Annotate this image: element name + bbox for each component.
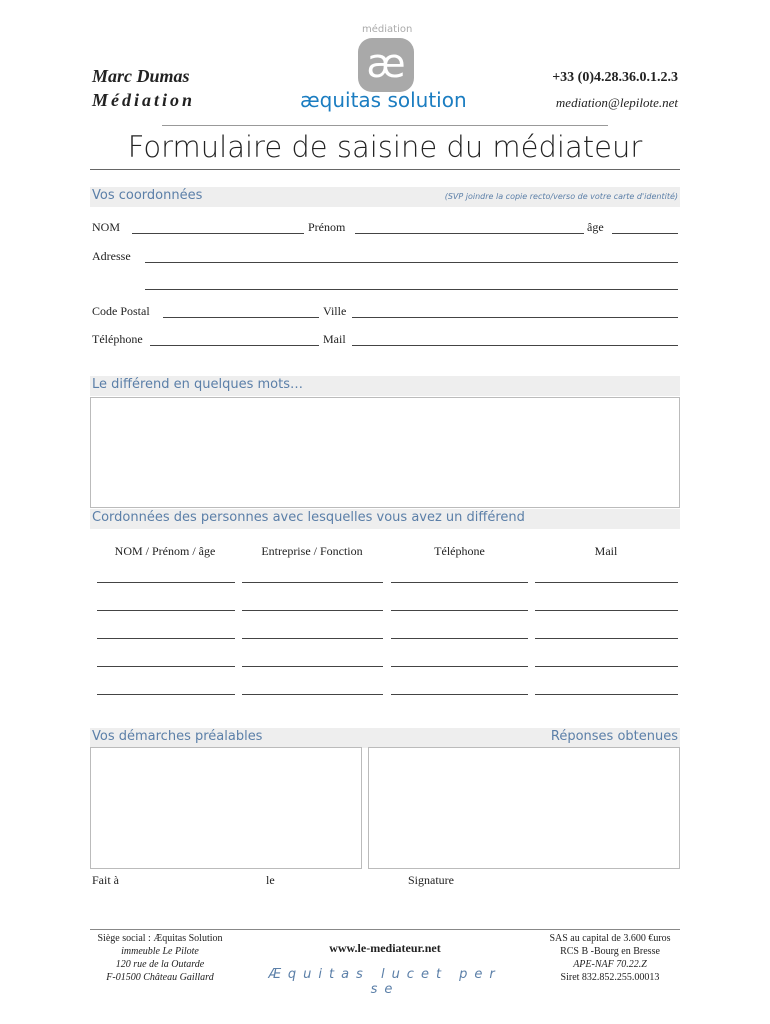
- personne-mail-field[interactable]: [535, 638, 678, 639]
- ville-field[interactable]: [352, 317, 678, 318]
- footer-address-line: immeuble Le Pilote: [121, 946, 199, 957]
- telephone-label: Téléphone: [92, 332, 143, 346]
- id-card-note: (SVP joindre la copie recto/verso de votre carte d'identité): [444, 192, 678, 201]
- footer-divider: [90, 929, 680, 930]
- code-postal-label: Code Postal: [92, 304, 150, 318]
- footer-address-line: Siège social : Æquitas Solution: [97, 933, 223, 944]
- section-label: Cordonnées des personnes avec lesquelles vous avez un différend: [92, 510, 525, 525]
- footer-legal-line: SAS au capital de 3.600 €uros: [549, 933, 671, 944]
- fait-a-label: Fait à: [92, 873, 119, 887]
- nom-label: NOM: [92, 220, 121, 234]
- logo: [298, 20, 478, 110]
- col-header-mail: Mail: [594, 544, 618, 558]
- footer-legal-line: RCS B -Bourg en Bresse: [560, 946, 660, 957]
- company-name: Marc Dumas: [92, 66, 190, 86]
- demarches-textbox[interactable]: [90, 747, 362, 869]
- personne-entreprise-field[interactable]: [242, 694, 383, 695]
- prenom-field[interactable]: [355, 233, 584, 234]
- adresse-label: Adresse: [92, 249, 131, 263]
- mail-label: Mail: [323, 332, 346, 346]
- nom-field[interactable]: [132, 233, 304, 234]
- prenom-label: Prénom: [308, 220, 346, 234]
- telephone-field[interactable]: [150, 345, 319, 346]
- motto: Æquitas lucet per se: [268, 967, 502, 997]
- mail-field[interactable]: [352, 345, 678, 346]
- adresse-field-2[interactable]: [145, 289, 678, 290]
- personne-mail-field[interactable]: [535, 610, 678, 611]
- personne-telephone-field[interactable]: [391, 694, 528, 695]
- age-label: âge: [587, 220, 604, 234]
- personne-telephone-field[interactable]: [391, 666, 528, 667]
- personne-entreprise-field[interactable]: [242, 666, 383, 667]
- section-label-left: Vos démarches préalables: [92, 729, 263, 744]
- differend-textbox[interactable]: [90, 397, 680, 508]
- personne-nom-field[interactable]: [97, 694, 235, 695]
- personne-telephone-field[interactable]: [391, 610, 528, 611]
- footer-legal: [530, 932, 690, 984]
- ville-label: Ville: [323, 304, 347, 318]
- logo-name: æquitas solution: [300, 88, 467, 112]
- footer-address: [80, 932, 240, 984]
- page-title: Formulaire de saisine du médiateur: [127, 130, 643, 164]
- header-divider: [162, 125, 608, 126]
- personne-entreprise-field[interactable]: [242, 582, 383, 583]
- personne-entreprise-field[interactable]: [242, 610, 383, 611]
- le-label: le: [266, 873, 275, 887]
- personne-nom-field[interactable]: [97, 582, 235, 583]
- section-coordonnees-header: [90, 187, 680, 207]
- col-header-entreprise: Entreprise / Fonction: [261, 544, 363, 558]
- age-field[interactable]: [612, 233, 678, 234]
- personne-mail-field[interactable]: [535, 694, 678, 695]
- personne-nom-field[interactable]: [97, 638, 235, 639]
- personne-nom-field[interactable]: [97, 610, 235, 611]
- signature-label: Signature: [408, 873, 454, 887]
- personne-entreprise-field[interactable]: [242, 638, 383, 639]
- section-label: Le différend en quelques mots…: [92, 377, 303, 392]
- title-divider: [90, 169, 680, 170]
- personne-telephone-field[interactable]: [391, 638, 528, 639]
- code-postal-field[interactable]: [163, 317, 319, 318]
- col-header-telephone: Téléphone: [434, 544, 485, 558]
- footer-address-line: F-01500 Château Gaillard: [106, 972, 214, 983]
- company-subtitle: Médiation: [92, 90, 196, 110]
- email-address: mediation@lepilote.net: [555, 95, 678, 110]
- footer-address-line: 120 rue de la Outarde: [115, 959, 205, 970]
- website-link[interactable]: www.le-mediateur.net: [329, 941, 441, 955]
- personne-mail-field[interactable]: [535, 582, 678, 583]
- personne-nom-field[interactable]: [97, 666, 235, 667]
- reponses-textbox[interactable]: [368, 747, 680, 869]
- footer-legal-line: APE-NAF 70.22.Z: [573, 959, 647, 970]
- section-personnes-header: [90, 509, 680, 529]
- section-differend-header: [90, 376, 680, 396]
- col-header-nom: NOM / Prénom / âge: [114, 544, 216, 558]
- section-label: Vos coordonnées: [92, 188, 203, 203]
- phone-number: +33 (0)4.28.36.0.1.2.3: [552, 70, 678, 85]
- logo-small-text: médiation: [362, 24, 413, 35]
- section-demarches-header: [90, 728, 680, 748]
- personne-telephone-field[interactable]: [391, 582, 528, 583]
- footer-legal-line: Siret 832.852.255.00013: [560, 972, 660, 983]
- section-label-right: Réponses obtenues: [550, 729, 678, 744]
- logo-glyph: æ: [366, 41, 406, 87]
- personne-mail-field[interactable]: [535, 666, 678, 667]
- logo-mark: [358, 38, 414, 92]
- adresse-field-1[interactable]: [145, 262, 678, 263]
